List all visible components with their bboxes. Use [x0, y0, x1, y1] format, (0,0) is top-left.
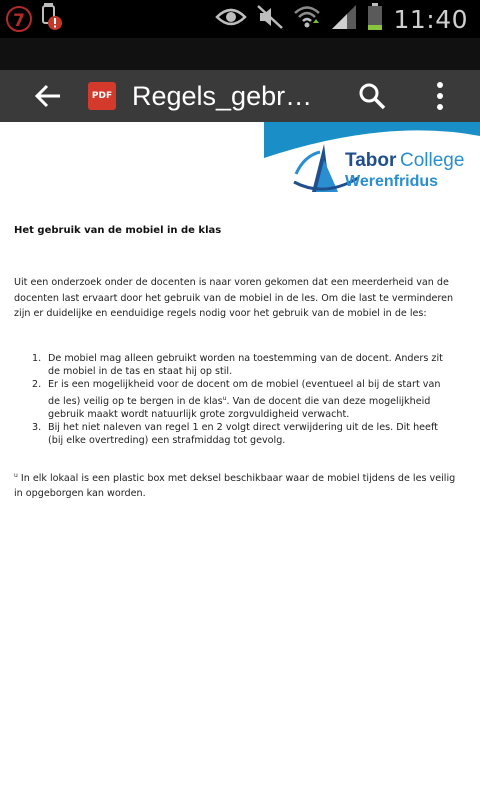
logo-subtitle-text: Werenfridus: [345, 173, 439, 190]
list-item: [14, 378, 454, 421]
pdf-page[interactable]: [0, 122, 480, 800]
eye-icon: [215, 6, 247, 32]
footnote-text: In elk lokaal is een plastic box met deksel beschikbaar waar de mobiel tijdens de les veilig in opgeborgen kan worden.: [14, 473, 456, 500]
footnote: [14, 468, 464, 501]
signal-icon: [331, 4, 357, 34]
footnote-mark: u: [14, 472, 18, 479]
list-item-text-cont: . Van de docent die van deze mogelijkheid gebruik maakt wordt natuurlijk grote zorgvuldigheid verwacht.: [48, 395, 431, 420]
document-heading: Het gebruik van de mobiel in de klas: [14, 225, 222, 236]
status-bar: [0, 0, 480, 38]
rules-list: [14, 352, 454, 448]
footnote-ref: u: [222, 394, 227, 402]
status-right: [215, 4, 468, 34]
tabor-college-logo: [264, 122, 480, 194]
top-band: [0, 38, 480, 70]
list-item-number: 3.: [32, 422, 42, 434]
more-vert-icon: [436, 81, 444, 111]
notification-count-badge: 7: [6, 6, 32, 32]
action-bar: [0, 70, 480, 122]
status-clock: 11:40: [393, 4, 468, 34]
document-title: Regels_gebr…: [132, 81, 313, 111]
list-item: [14, 421, 454, 447]
intro-paragraph: Uit een onderzoek onder de docenten is naar voren gekomen dat een meerderheid van de docenten last ervaart door het gebruik van de mobiel in de les. Om die last te verminderen zijn er duidelijke en eenduidige regels nodig voor het gebruik van de mobiel in de les:: [14, 277, 454, 319]
status-left: [6, 4, 64, 34]
list-item-text: Bij het niet naleven van regel 1 en 2 volgt direct verwijdering uit de les. Dit heeft (bij elke overtreding) een strafmiddag tot gevolg.: [48, 422, 438, 447]
list-item-text: Er is een mogelijkheid voor de docent om de mobiel (eventueel al bij de start van de les) veilig op te bergen in de klas: [48, 379, 441, 407]
mute-icon: [257, 5, 283, 33]
list-item: [14, 352, 454, 378]
overflow-menu-button[interactable]: [420, 70, 460, 122]
search-icon: [358, 82, 386, 110]
back-arrow-icon: [34, 84, 62, 108]
logo-college-text: College: [400, 150, 465, 171]
search-button[interactable]: [350, 70, 394, 122]
list-item-number: 1.: [32, 353, 42, 364]
logo-brand-text: Tabor: [345, 150, 397, 171]
battery-icon: [367, 3, 383, 35]
storage-warning-icon: [38, 3, 64, 35]
back-button[interactable]: [26, 70, 70, 122]
wifi-icon: [293, 4, 321, 34]
list-item-number: 2.: [32, 379, 42, 391]
pdf-file-icon: PDF: [88, 82, 116, 110]
list-item-text: De mobiel mag alleen gebruikt worden na toestemming van de docent. Anders zit de mobiel in de tas en staat hij op stil.: [48, 353, 443, 378]
